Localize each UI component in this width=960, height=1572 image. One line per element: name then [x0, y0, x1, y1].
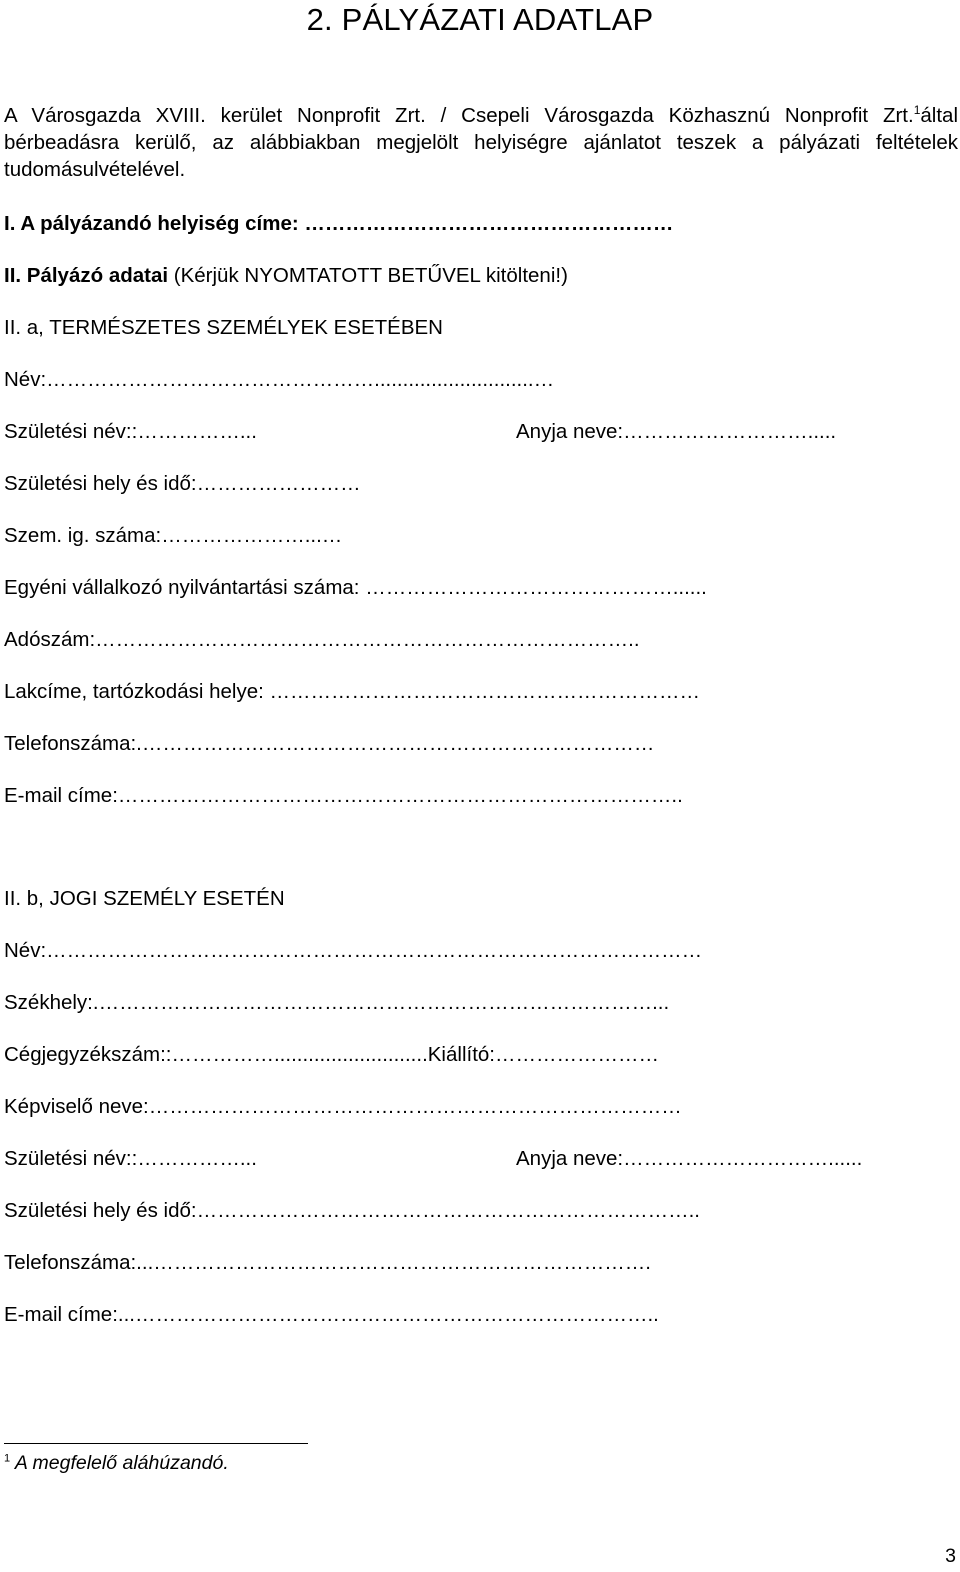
- footnote-marker: 1: [4, 1452, 11, 1465]
- footnote-divider: [4, 1443, 308, 1444]
- natural-tax-number-field[interactable]: Adószám:……………………………………………………………………..: [4, 628, 640, 651]
- page-title: 2. PÁLYÁZATI ADATLAP: [306, 2, 654, 37]
- natural-person-heading: II. a, TERMÉSZETES SZEMÉLYEK ESETÉBEN: [4, 316, 443, 339]
- intro-paragraph: [4, 102, 958, 183]
- legal-person-heading: II. b, JOGI SZEMÉLY ESETÉN: [4, 887, 285, 910]
- intro-line-2: által bérbeadásra kerülő, az alábbiakban megjelölt helyiségre ajánlatot teszek a pályázati feltételek tudomásulvételével.: [4, 104, 958, 181]
- natural-mother-name-field[interactable]: Anyja neve:……………………….....: [516, 420, 837, 443]
- section-2-row: [4, 263, 568, 289]
- section-2-note: (Kérjük NYOMTATOTT BETŰVEL kitölteni!): [168, 264, 568, 287]
- page-number: 3: [945, 1545, 956, 1567]
- section-2-label: II. Pályázó adatai: [4, 264, 169, 287]
- natural-birth-name-field[interactable]: Születési név::……………...: [4, 420, 257, 443]
- legal-email-field[interactable]: E-mail címe:...…………………………………………………………………..: [4, 1303, 659, 1326]
- natural-entrepreneur-number-field[interactable]: Egyéni vállalkozó nyilvántartási száma: ………………………………………......: [4, 576, 707, 599]
- legal-representative-field[interactable]: Képviselő neve:……………………………………………………………………: [4, 1095, 682, 1118]
- legal-registration-field[interactable]: Cégjegyzékszám::……………...........................Kiállító:……………………: [4, 1043, 659, 1066]
- natural-email-field[interactable]: E-mail címe:………………………………………………………………………..: [4, 784, 683, 807]
- legal-name-field[interactable]: Név:……………………………………………………………………………………: [4, 939, 703, 962]
- footnote: [4, 1452, 229, 1475]
- intro-line-1: A Városgazda XVIII. kerület Nonprofit Zrt. / Csepeli Városgazda Közhasznú Nonprofit Zrt.: [4, 104, 914, 127]
- footnote-reference: 1: [913, 103, 921, 118]
- legal-headquarters-field[interactable]: Székhely:.………………………………………………………………………...: [4, 991, 670, 1014]
- natural-address-field[interactable]: Lakcíme, tartózkodási helye: ………………………………………………………: [4, 680, 700, 703]
- footnote-text: A megfelelő aláhúzandó.: [10, 1452, 229, 1474]
- natural-id-number-field[interactable]: Szem. ig. száma:…………………...…: [4, 524, 343, 547]
- section-1-label: I. A pályázandó helyiség címe:: [4, 212, 299, 235]
- legal-birth-name-field[interactable]: Születési név::……………...: [4, 1147, 257, 1170]
- legal-birth-place-date-field[interactable]: Születési hely és idő:………………………………………………………………..: [4, 1199, 700, 1222]
- natural-phone-field[interactable]: Telefonszáma:.…………………………………………………………………: [4, 732, 655, 755]
- natural-birth-place-date-field[interactable]: Születési hely és idő:……………………: [4, 472, 361, 495]
- section-1-address-field[interactable]: ………………………………………………: [304, 212, 674, 235]
- section-1-row: [4, 211, 673, 237]
- natural-name-field[interactable]: Név:…………………………………………............................…: [4, 368, 555, 391]
- legal-mother-name-field[interactable]: Anyja neve:…………………………......: [516, 1147, 863, 1170]
- legal-phone-field[interactable]: Telefonszáma:...……………………………………………………………….: [4, 1251, 651, 1274]
